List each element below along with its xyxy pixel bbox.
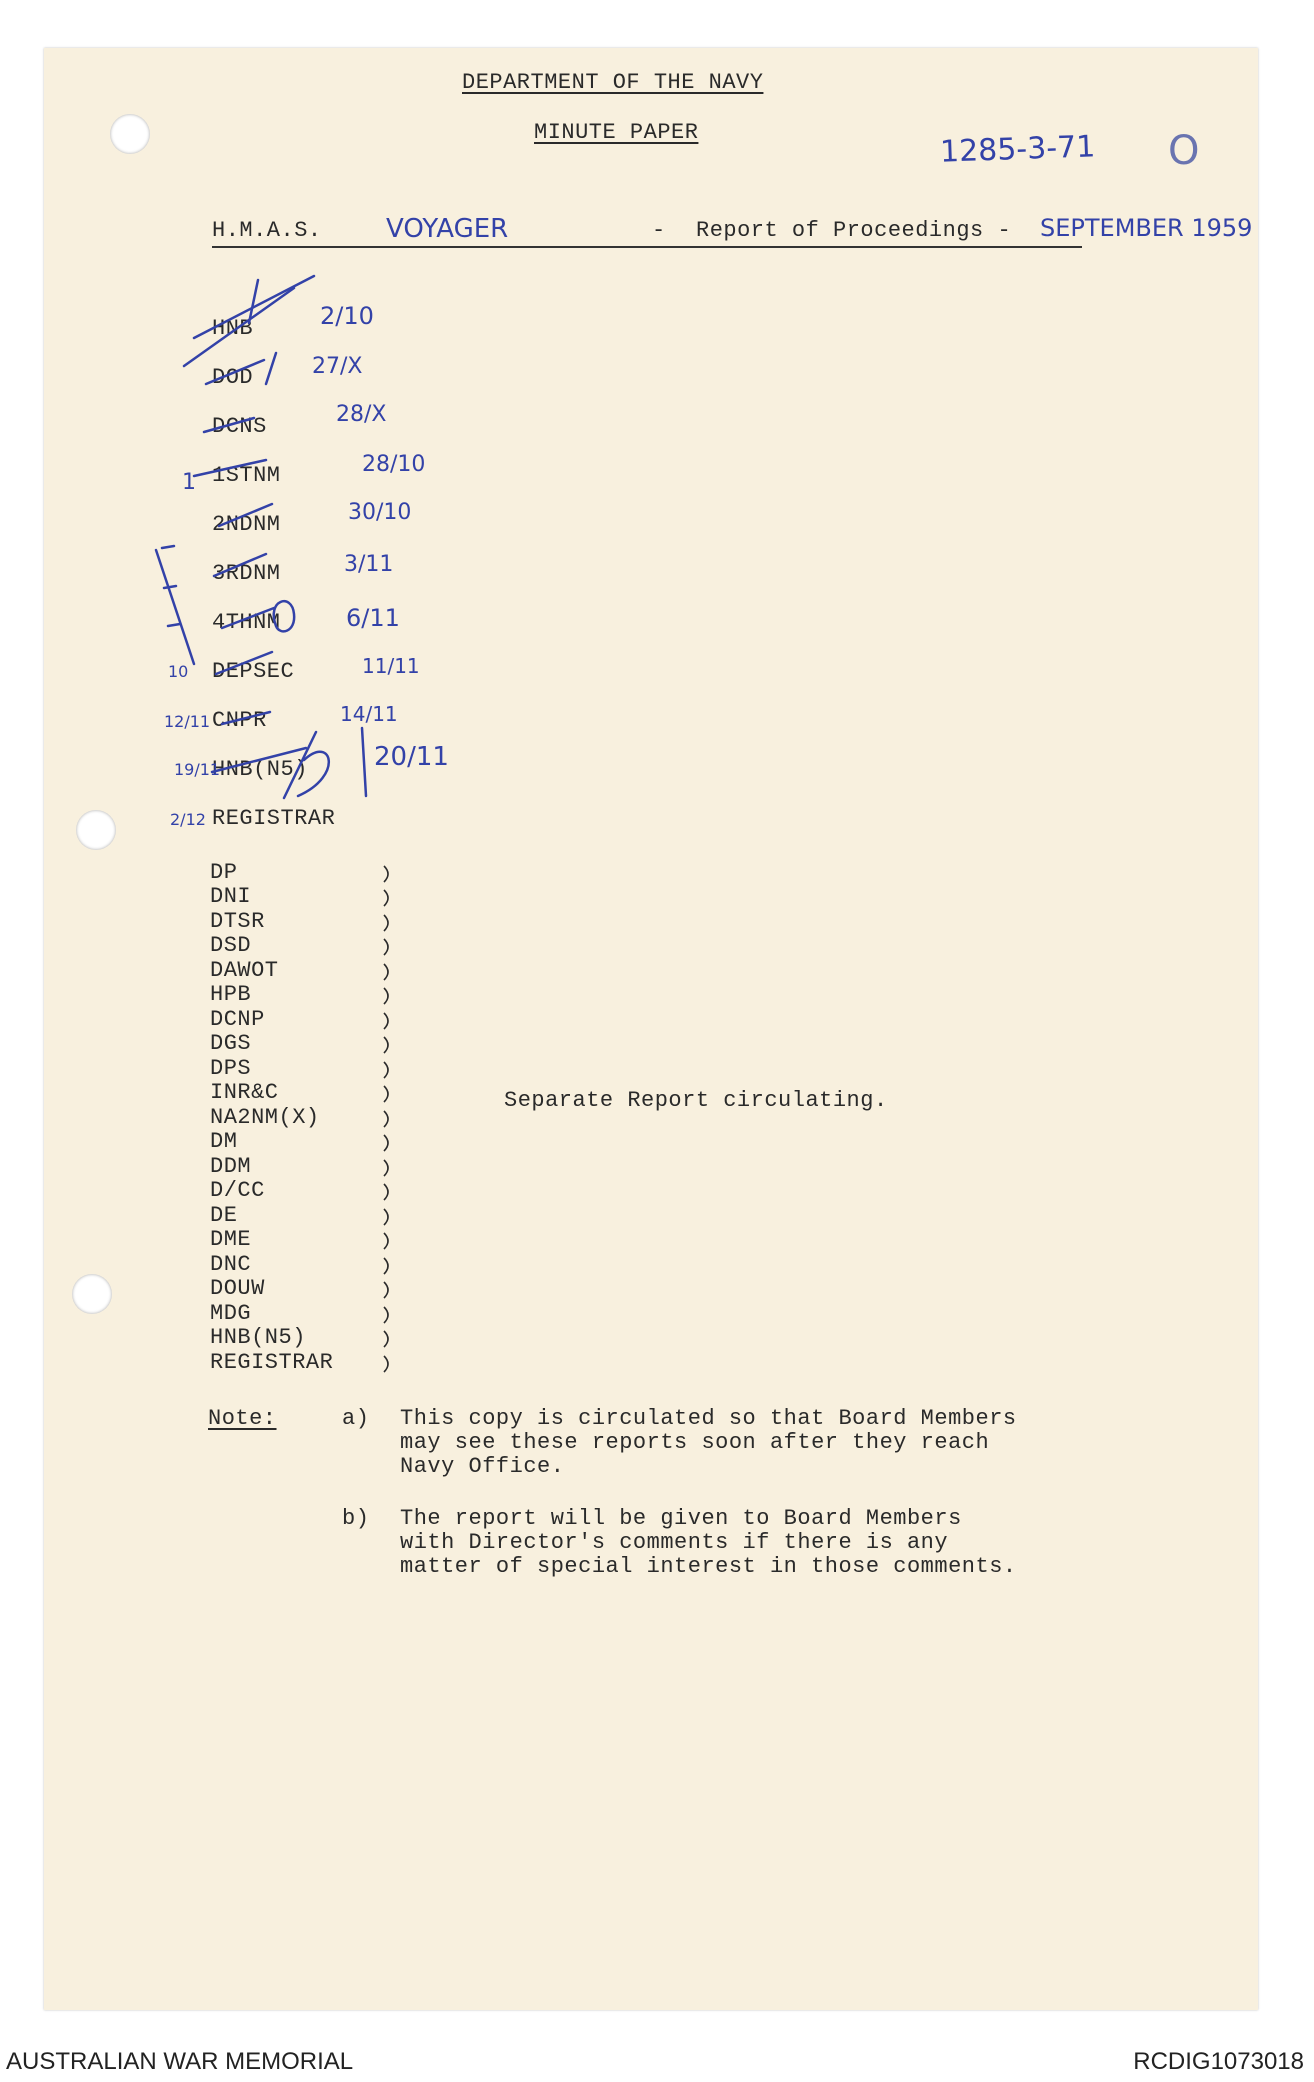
- distribution-entry: DCNP: [210, 1007, 265, 1032]
- distribution-entry: DP: [210, 860, 238, 885]
- distribution-entry: NA2NM(X): [210, 1105, 320, 1130]
- distribution-entry: DPS: [210, 1056, 252, 1081]
- routing-label: CNPR: [212, 708, 267, 733]
- routing-label: REGISTRAR: [212, 806, 336, 831]
- note-item-line: This copy is circulated so that Board Members: [400, 1406, 1017, 1431]
- routing-initials-date: 20/11: [374, 742, 449, 772]
- routing-initials-date: 30/10: [348, 500, 412, 525]
- margin-date: 10: [168, 662, 189, 681]
- margin-date: 1: [182, 470, 196, 495]
- separate-report-note: Separate Report circulating.: [504, 1088, 888, 1113]
- distribution-entry: DOUW: [210, 1276, 265, 1301]
- note-item-line: may see these reports soon after they reach: [400, 1430, 990, 1455]
- subject-prefix: H.M.A.S.: [212, 218, 322, 243]
- distribution-entry: DGS: [210, 1031, 252, 1056]
- routing-label: HNB(N5): [212, 757, 308, 782]
- distribution-entry: DSD: [210, 933, 252, 958]
- distribution-entry: MDG: [210, 1301, 252, 1326]
- distribution-entry: D/CC: [210, 1178, 265, 1203]
- archive-credit: AUSTRALIAN WAR MEMORIAL: [6, 2048, 354, 2075]
- routing-label: DOD: [212, 365, 254, 390]
- margin-date: 12/11: [164, 712, 211, 731]
- routing-label: 2NDNM: [212, 512, 281, 537]
- routing-initials-date: 14/11: [340, 702, 398, 726]
- distribution-entry: DNC: [210, 1252, 252, 1277]
- routing-label: 3RDNM: [212, 561, 281, 586]
- document-title: MINUTE PAPER: [534, 120, 699, 145]
- routing-initials-date: 28/10: [362, 452, 426, 477]
- note-item-line: The report will be given to Board Members: [400, 1506, 962, 1531]
- routing-label: DCNS: [212, 414, 267, 439]
- routing-initials-date: 3/11: [344, 552, 394, 577]
- distribution-entry: DAWOT: [210, 958, 279, 983]
- subject-topic: Report of Proceedings -: [696, 218, 1012, 243]
- archive-record-id: RCDIG1073018: [1133, 2048, 1304, 2075]
- routing-strikethrough-marks: [44, 48, 464, 848]
- routing-initials-date: 11/11: [362, 654, 420, 678]
- note-item-line: with Director's comments if there is any: [400, 1530, 949, 1555]
- ship-name: VOYAGER: [386, 214, 509, 244]
- punch-hole-bottom: [72, 1274, 112, 1314]
- routing-label: DEPSEC: [212, 659, 295, 684]
- distribution-entry: INR&C: [210, 1080, 279, 1105]
- distribution-entry: DME: [210, 1227, 252, 1252]
- minute-paper-sheet: [44, 48, 1258, 2010]
- file-reference: 1285-3-71: [939, 129, 1096, 170]
- routing-label: 1STNM: [212, 463, 281, 488]
- margin-date: 2/12: [170, 810, 206, 829]
- routing-initials-date: 2/10: [320, 302, 374, 330]
- department-heading: DEPARTMENT OF THE NAVY: [462, 70, 764, 95]
- routing-initials-date: 28/X: [336, 402, 387, 427]
- note-label: Note:: [208, 1406, 277, 1431]
- routing-label: 4THNM: [212, 610, 281, 635]
- distribution-entry: DNI: [210, 884, 252, 909]
- distribution-entry: HNB(N5): [210, 1325, 306, 1350]
- distribution-entry: DM: [210, 1129, 238, 1154]
- routing-initials-date: 27/X: [312, 354, 363, 379]
- distribution-entry: DDM: [210, 1154, 252, 1179]
- distribution-entry: DE: [210, 1203, 238, 1228]
- note-item-line: Navy Office.: [400, 1454, 565, 1479]
- report-period: SEPTEMBER 1959: [1040, 214, 1253, 242]
- distribution-entry: HPB: [210, 982, 252, 1007]
- corner-mark: O: [1168, 128, 1200, 174]
- distribution-entry: DTSR: [210, 909, 265, 934]
- margin-date: 19/11: [174, 760, 221, 779]
- note-item-line: matter of special interest in those comments.: [400, 1554, 1017, 1579]
- routing-label: HNB: [212, 316, 254, 341]
- routing-initials-date: 6/11: [346, 604, 400, 632]
- distribution-entry: REGISTRAR: [210, 1350, 334, 1375]
- distribution-bracket: [380, 862, 400, 1378]
- note-item-marker: a): [342, 1406, 370, 1431]
- subject-dash: -: [652, 218, 666, 243]
- note-item-marker: b): [342, 1506, 370, 1531]
